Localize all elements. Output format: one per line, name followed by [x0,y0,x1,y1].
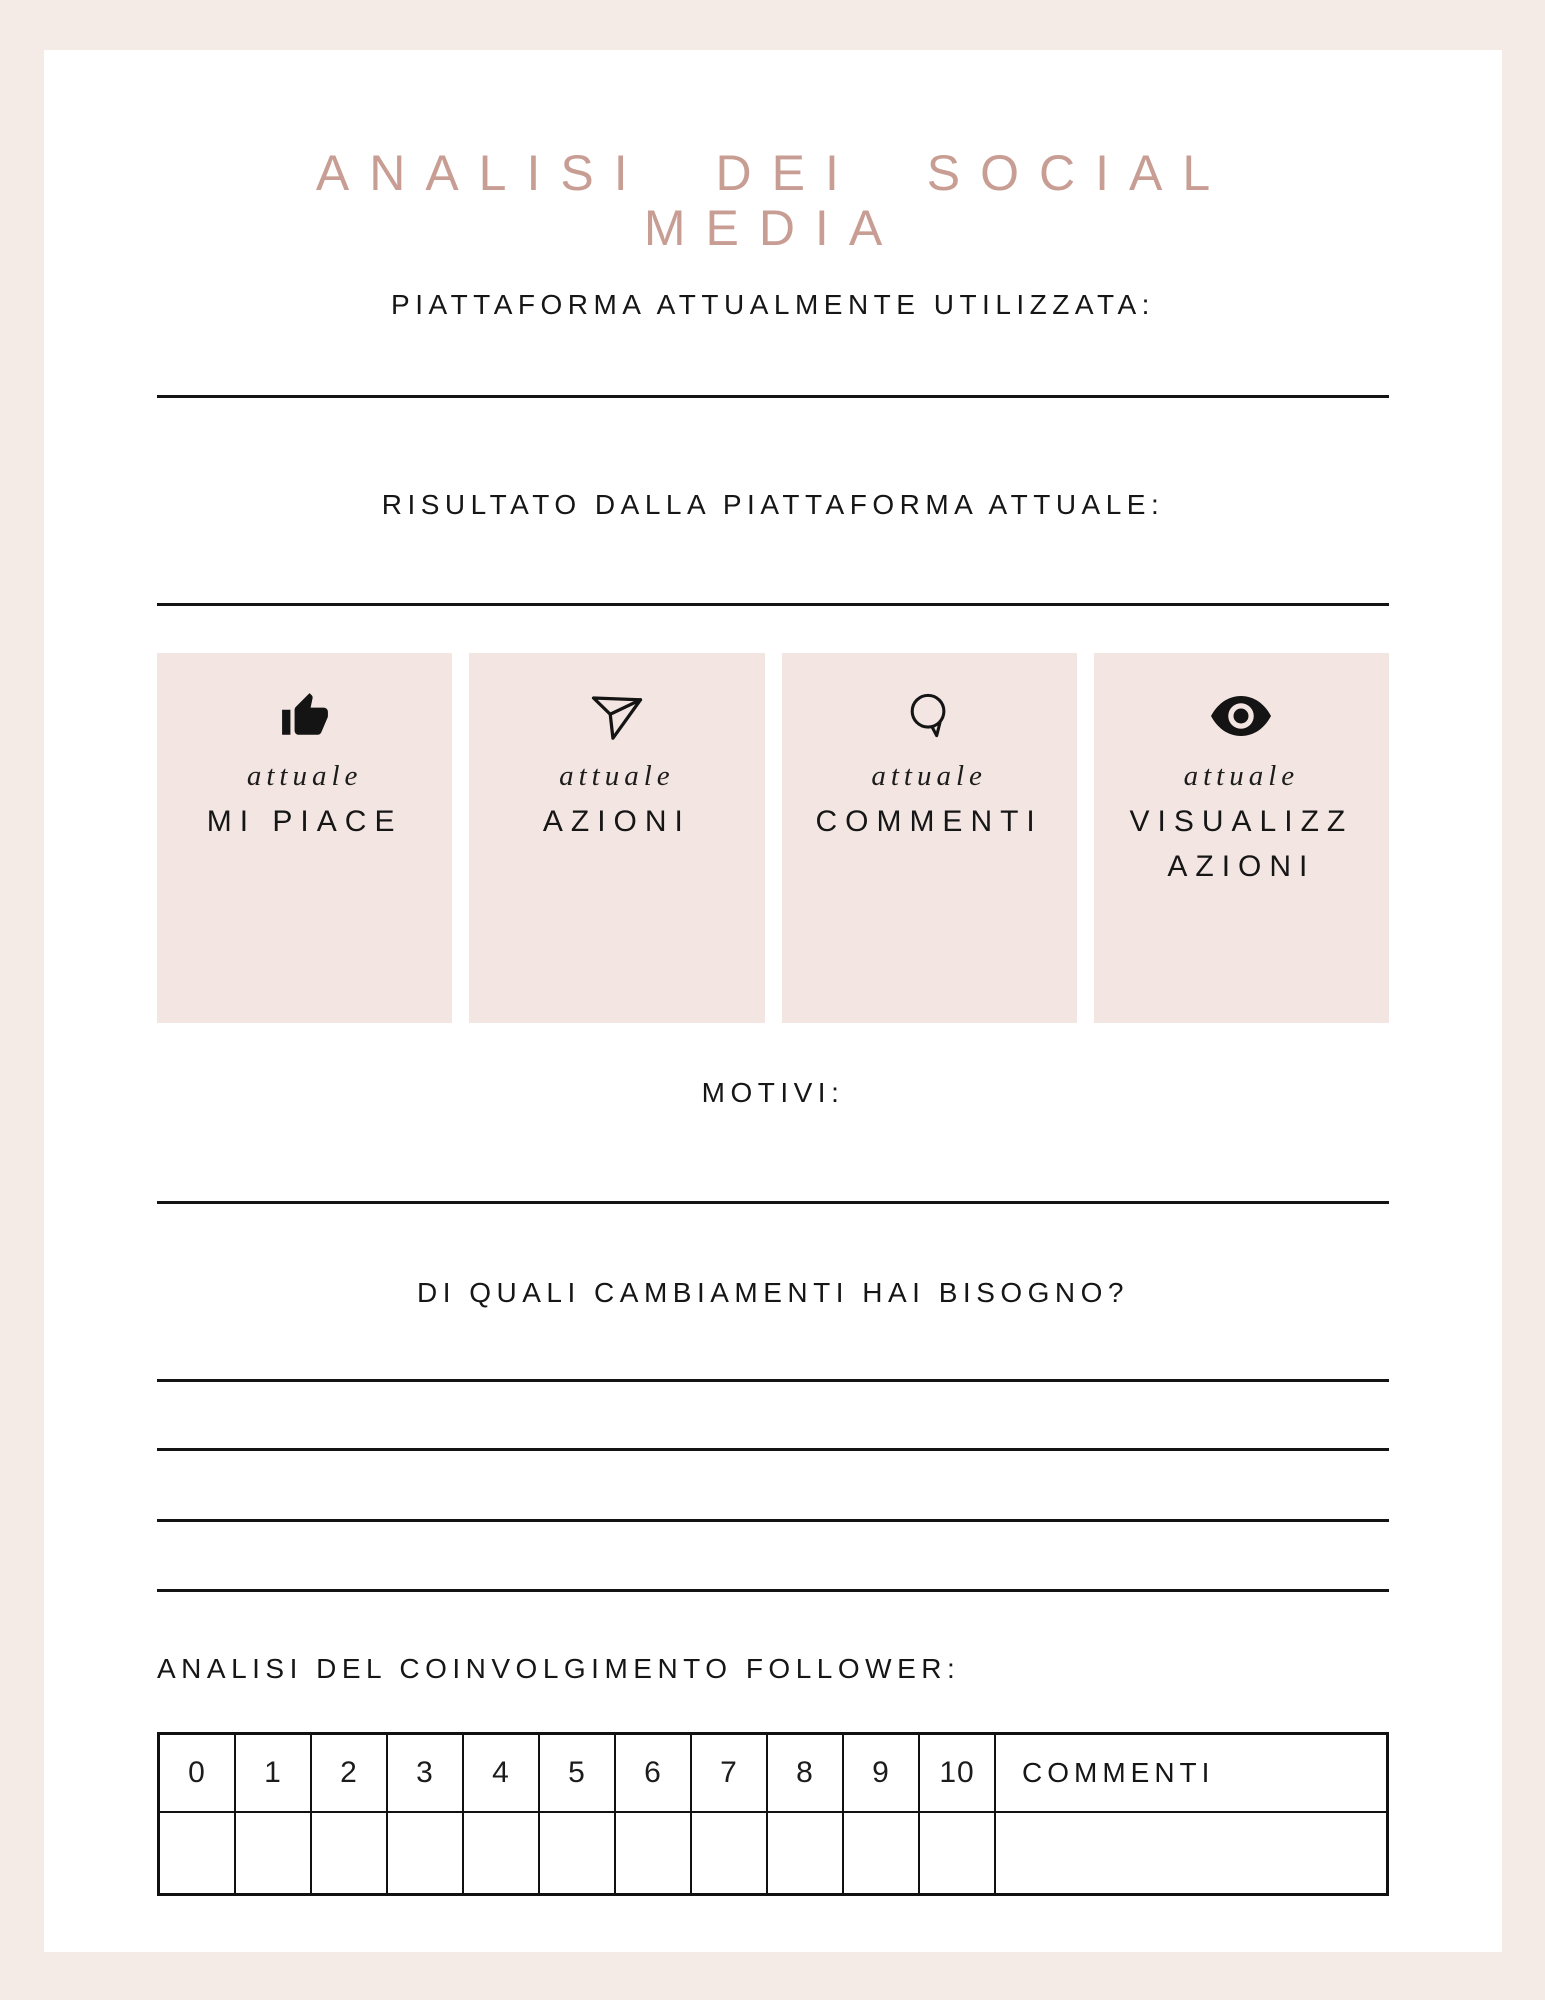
comments-entry-cell[interactable] [995,1812,1388,1895]
comment-bubble-icon [905,687,953,745]
input-line-changes-4[interactable] [157,1589,1389,1592]
metric-card-shares [469,653,764,1023]
eye-icon [1211,687,1271,745]
score-cell-4[interactable] [463,1812,539,1895]
section-label-platform: PIATTAFORMA ATTUALMENTE UTILIZZATA: [391,289,1155,320]
paper-plane-icon [589,687,645,745]
input-line-changes-2[interactable] [157,1448,1389,1451]
metric-card-comments [782,653,1077,1023]
metric-label-comments: COMMENTI [815,804,1043,838]
metric-qualifier: attuale [871,760,987,792]
metric-card-views [1094,653,1389,1023]
thumbs-up-icon [280,687,330,745]
metric-label-shares: AZIONI [542,804,691,838]
score-header-10: 10 [919,1734,995,1813]
input-line-result[interactable] [157,603,1389,606]
input-line-platform[interactable] [157,395,1389,398]
score-entry-row [159,1812,1388,1895]
score-cell-8[interactable] [767,1812,843,1895]
metric-label-likes: MI PIACE [206,804,403,838]
score-cell-1[interactable] [235,1812,311,1895]
metric-label-views: VISUALIZZAZIONI [1129,804,1354,883]
section-label-changes: DI QUALI CAMBIAMENTI HAI BISOGNO? [416,1277,1130,1308]
section-label-result: RISULTATO DALLA PIATTAFORMA ATTUALE: [381,489,1165,520]
metrics-row [157,653,1389,1023]
score-header-3: 3 [387,1734,463,1813]
score-cell-10[interactable] [919,1812,995,1895]
score-cell-5[interactable] [539,1812,615,1895]
score-header-0: 0 [159,1734,236,1813]
input-line-reasons[interactable] [157,1201,1389,1204]
input-line-changes-1[interactable] [157,1379,1389,1382]
score-header-8: 8 [767,1734,843,1813]
engagement-table [157,1732,1389,1896]
score-cell-9[interactable] [843,1812,919,1895]
metric-card-likes [157,653,452,1023]
score-header-6: 6 [615,1734,691,1813]
comments-header-cell: COMMENTI [995,1734,1388,1813]
score-header-1: 1 [235,1734,311,1813]
worksheet-page [44,50,1502,1952]
score-header-2: 2 [311,1734,387,1813]
score-cell-0[interactable] [159,1812,236,1895]
metric-qualifier: attuale [246,760,363,792]
score-header-5: 5 [539,1734,615,1813]
score-cell-3[interactable] [387,1812,463,1895]
section-label-reasons: MOTIVI: [701,1077,845,1108]
input-line-changes-3[interactable] [157,1519,1389,1522]
metric-qualifier: attuale [1183,760,1300,792]
score-header-7: 7 [691,1734,767,1813]
score-header-row [159,1734,1388,1813]
score-header-9: 9 [843,1734,919,1813]
metric-qualifier: attuale [559,760,675,792]
page-title: ANALISI DEI SOCIAL MEDIA [315,145,1231,256]
score-cell-2[interactable] [311,1812,387,1895]
score-cell-6[interactable] [615,1812,691,1895]
score-cell-7[interactable] [691,1812,767,1895]
section-label-engagement: ANALISI DEL COINVOLGIMENTO FOLLOWER: [157,1653,961,1684]
score-header-4: 4 [463,1734,539,1813]
